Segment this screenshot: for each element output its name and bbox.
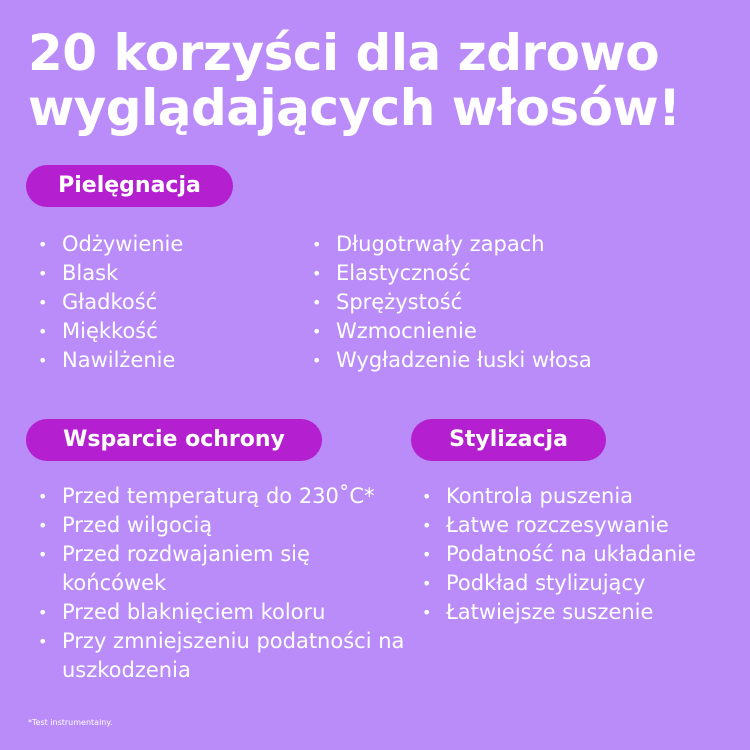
list-item: • Przed blaknięciem koloru [36, 598, 414, 627]
list-item: • Blask [36, 259, 306, 288]
headline-line-1: 20 korzyści dla zdrowo [28, 24, 660, 82]
list-item: • Elastyczność [310, 259, 730, 288]
list-item: • Odżywienie [36, 230, 306, 259]
list-item: • Przed temperaturą do 230˚C* [36, 482, 414, 511]
list-item: • Wygładzenie łuski włosa [310, 346, 730, 375]
list-item: • Kontrola puszenia [420, 482, 730, 511]
headline-line-2: wyglądających włosów! [28, 79, 681, 137]
care-list-right [310, 230, 730, 375]
care-section-pill: Pielęgnacja [26, 165, 233, 207]
protection-list [36, 482, 414, 685]
list-item: • Podkład stylizujący [420, 569, 730, 598]
care-list-left [36, 230, 306, 375]
list-item: • Miękkość [36, 317, 306, 346]
list-item: • Wzmocnienie [310, 317, 730, 346]
protection-section-pill: Wsparcie ochrony [26, 419, 322, 461]
footnote: *Test instrumentalny. [28, 718, 113, 727]
list-item: • Przed rozdwajaniem się końcówek [36, 540, 414, 598]
list-item: • Łatwiejsze suszenie [420, 598, 730, 627]
list-item: • Długotrwały zapach [310, 230, 730, 259]
styling-section-pill: Stylizacja [411, 419, 606, 461]
list-item: • Przy zmniejszeniu podatności na uszkodzenia [36, 627, 414, 685]
list-item: • Podatność na układanie [420, 540, 730, 569]
list-item: • Przed wilgocią [36, 511, 414, 540]
list-item: • Gładkość [36, 288, 306, 317]
headline [28, 26, 728, 136]
styling-list [420, 482, 730, 627]
list-item: • Sprężystość [310, 288, 730, 317]
list-item: • Łatwe rozczesywanie [420, 511, 730, 540]
list-item: • Nawilżenie [36, 346, 306, 375]
